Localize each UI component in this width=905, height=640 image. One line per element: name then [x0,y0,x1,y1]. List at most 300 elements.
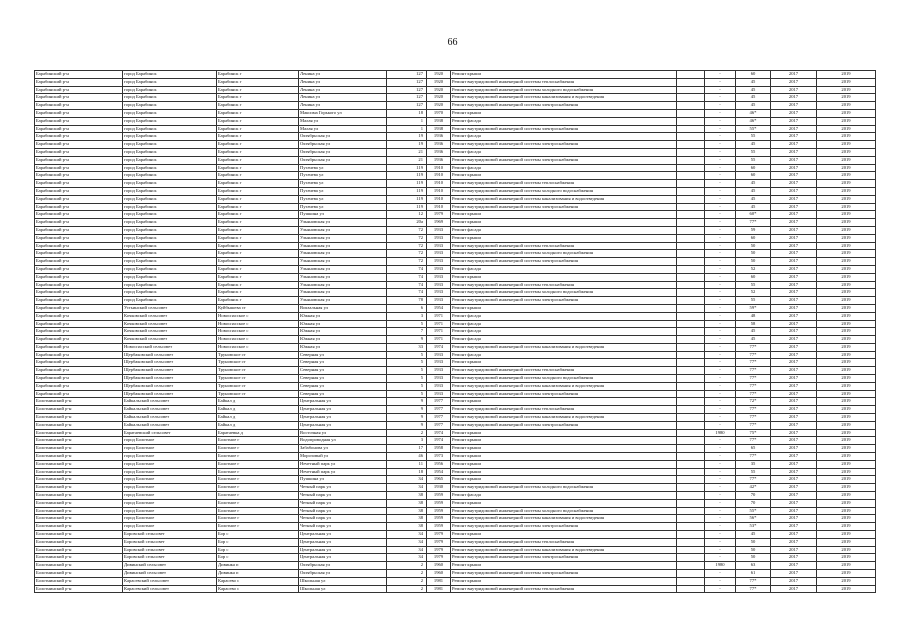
cell-year-built: 1936 [427,133,451,141]
table-row [35,102,876,110]
cell-municipality: Боровской сельсовет [123,546,217,554]
cell-end-year: 2019 [817,421,876,429]
cell-start-year: 2017 [771,468,817,476]
cell-start-year: 2017 [771,195,817,203]
cell-start-year: 2017 [771,421,817,429]
cell-end-year: 2019 [817,109,876,117]
cell-street: Октябрьская ул [299,562,387,570]
cell-start-year: 2017 [771,102,817,110]
cell-start-year: 2017 [771,125,817,133]
cell-prior-repair-year: - [705,86,736,94]
cell-work-type: Ремонт крыши [451,273,677,281]
cell-municipality: Боровской сельсовет [123,554,217,562]
cell-street: Ульяновская ул [299,234,387,242]
cell-wear-percent: 56* [736,515,771,523]
cell-settlement: Барабинск г [217,180,299,188]
repair-program-table [34,70,876,593]
cell-district: Барабинский р-н [35,187,123,195]
table-row [35,343,876,351]
cell-municipality: Кочковский сельсовет [123,328,217,336]
cell-municipality: город Барабинск [123,86,217,94]
cell-street: Центральная ул [299,531,387,539]
cell-year-built: 1959 [427,523,451,531]
cell-start-year: 2017 [771,312,817,320]
cell-house-number: 74 [387,281,427,289]
cell-year-built: 1959 [427,515,451,523]
cell-district: Барабинский р-н [35,312,123,320]
table-row [35,117,876,125]
cell-prior-repair-year: - [705,421,736,429]
cell-prior-repair-year: - [705,390,736,398]
cell-work-type: Ремонт крыши [451,476,677,484]
cell-municipality: город Барабинск [123,219,217,227]
cell-year-built: 1933 [427,258,451,266]
cell-end-year: 2019 [817,117,876,125]
table-row [35,460,876,468]
cell-street: Южная ул [299,343,387,351]
cell-start-year: 2017 [771,429,817,437]
cell-wear-percent: 42* [736,484,771,492]
cell-municipality: город Барабинск [123,258,217,266]
cell-year-built: 1933 [427,250,451,258]
cell-start-year: 2017 [771,242,817,250]
cell-municipality: город Барабинск [123,265,217,273]
table-row [35,359,876,367]
cell-year-built: 1933 [427,226,451,234]
cell-municipality: Щербаковский сельсовет [123,351,217,359]
cell-work-type: Ремонт внутридомовой инженерной системы канализования и водоотведения [451,382,677,390]
cell-prior-repair-year: - [705,226,736,234]
cell-prior-repair-year: - [705,546,736,554]
cell-settlement: Карасево с [217,585,299,593]
table-row [35,156,876,164]
cell-wear-percent: 45 [736,336,771,344]
cell-house-number: 46 [387,453,427,461]
cell-work-type: Ремонт фасада [451,328,677,336]
cell-year-built: 1979 [427,211,451,219]
cell-spacer [677,460,705,468]
cell-spacer [677,390,705,398]
table-row [35,328,876,336]
cell-prior-repair-year: - [705,499,736,507]
cell-work-type: Ремонт фасада [451,351,677,359]
cell-end-year: 2019 [817,336,876,344]
cell-year-built: 1959 [427,492,451,500]
cell-start-year: 2017 [771,141,817,149]
cell-spacer [677,515,705,523]
cell-settlement: Барабинск г [217,133,299,141]
cell-wear-percent: 60 [736,172,771,180]
table-row [35,133,876,141]
cell-spacer [677,219,705,227]
cell-prior-repair-year: - [705,476,736,484]
cell-work-type: Ремонт крыши [451,577,677,585]
cell-settlement: Бор с [217,538,299,546]
cell-year-built: 1959 [427,499,451,507]
cell-wear-percent: 77* [736,453,771,461]
cell-street: Четный парк ул [299,515,387,523]
cell-street: Северная ул [299,390,387,398]
page-number: 66 [447,37,458,48]
cell-municipality: город Барабинск [123,297,217,305]
cell-municipality: Карасевский сельсовет [123,577,217,585]
cell-settlement: Барабинск г [217,148,299,156]
cell-house-number: 34 [387,538,427,546]
cell-work-type: Ремонт внутридомовой инженерной системы электроснабжения [451,297,677,305]
cell-prior-repair-year: - [705,102,736,110]
cell-end-year: 2019 [817,429,876,437]
cell-municipality: город Барабинск [123,281,217,289]
cell-street: Пугачева ул [299,180,387,188]
cell-work-type: Ремонт внутридомовой инженерной системы теплоснабжения [451,180,677,188]
cell-start-year: 2017 [771,172,817,180]
cell-year-built: 1933 [427,297,451,305]
cell-house-number: 38 [387,515,427,523]
cell-prior-repair-year: - [705,538,736,546]
cell-end-year: 2019 [817,320,876,328]
table-row [35,320,876,328]
cell-prior-repair-year: - [705,234,736,242]
cell-wear-percent: 55* [736,507,771,515]
cell-settlement: Барабинск г [217,211,299,219]
cell-work-type: Ремонт фасада [451,148,677,156]
cell-wear-percent: 75* [736,429,771,437]
cell-street: Ленина ул [299,78,387,86]
cell-end-year: 2019 [817,351,876,359]
table-row [35,515,876,523]
cell-year-built: 1936 [427,156,451,164]
cell-year-built: 1979 [427,546,451,554]
cell-district: Болотнинский р-н [35,562,123,570]
cell-street: Ульяновская ул [299,226,387,234]
cell-prior-repair-year: - [705,117,736,125]
cell-municipality: город Барабинск [123,172,217,180]
cell-street: Центральная ул [299,538,387,546]
cell-work-type: Ремонт фасада [451,164,677,172]
cell-wear-percent: 45 [736,141,771,149]
cell-prior-repair-year: - [705,351,736,359]
cell-settlement: Барабинск г [217,109,299,117]
cell-settlement: Барабинск г [217,219,299,227]
cell-settlement: Барабинск г [217,195,299,203]
cell-end-year: 2019 [817,375,876,383]
cell-prior-repair-year: 1980 [705,562,736,570]
cell-settlement: Барабинск г [217,156,299,164]
cell-municipality: Кочковский сельсовет [123,320,217,328]
cell-prior-repair-year: - [705,414,736,422]
cell-year-built: 1974 [427,437,451,445]
cell-house-number: 34 [387,476,427,484]
cell-wear-percent: 55* [736,125,771,133]
cell-district: Болотнинский р-н [35,577,123,585]
cell-municipality: город Барабинск [123,234,217,242]
cell-work-type: Ремонт внутридомовой инженерной системы канализования и водоотведения [451,195,677,203]
cell-street: Южная ул [299,336,387,344]
cell-settlement: Болотное г [217,468,299,476]
cell-municipality: город Болотное [123,476,217,484]
cell-year-built: 1933 [427,242,451,250]
cell-settlement: Байкал д [217,414,299,422]
table-row [35,297,876,305]
cell-district: Болотнинский р-н [35,398,123,406]
cell-wear-percent: 77* [736,406,771,414]
cell-district: Барабинский р-н [35,219,123,227]
cell-spacer [677,453,705,461]
cell-prior-repair-year: - [705,523,736,531]
cell-district: Барабинский р-н [35,141,123,149]
cell-end-year: 2019 [817,328,876,336]
cell-work-type: Ремонт внутридомовой инженерной системы канализования и водоотведения [451,414,677,422]
cell-street: Пугачева ул [299,187,387,195]
cell-street: Малая ул [299,125,387,133]
cell-spacer [677,375,705,383]
cell-municipality: город Болотное [123,515,217,523]
cell-year-built: 1910 [427,187,451,195]
cell-year-built: 1936 [427,148,451,156]
cell-end-year: 2019 [817,242,876,250]
cell-house-number: 20а [387,219,427,227]
cell-district: Барабинский р-н [35,94,123,102]
cell-district: Барабинский р-н [35,78,123,86]
cell-district: Барабинский р-н [35,172,123,180]
cell-district: Болотнинский р-н [35,445,123,453]
cell-municipality: Щербаковский сельсовет [123,375,217,383]
cell-settlement: Барабинск г [217,242,299,250]
cell-settlement: Болотное г [217,460,299,468]
cell-year-built: 1977 [427,421,451,429]
cell-spacer [677,414,705,422]
table-row [35,125,876,133]
cell-work-type: Ремонт внутридомовой инженерной системы канализования и водоотведения [451,546,677,554]
table-row [35,226,876,234]
cell-street: Вокзальная ул [299,304,387,312]
cell-wear-percent: 70 [736,499,771,507]
cell-wear-percent: 52 [736,265,771,273]
cell-wear-percent: 58 [736,320,771,328]
cell-work-type: Ремонт фасада [451,492,677,500]
table-row [35,289,876,297]
cell-start-year: 2017 [771,406,817,414]
cell-municipality: Щербаковский сельсовет [123,359,217,367]
cell-spacer [677,102,705,110]
cell-prior-repair-year: - [705,320,736,328]
cell-start-year: 2017 [771,281,817,289]
cell-wear-percent: 77* [736,414,771,422]
cell-prior-repair-year: - [705,585,736,593]
cell-district: Барабинский р-н [35,133,123,141]
cell-settlement: Болотное г [217,484,299,492]
cell-district: Барабинский р-н [35,367,123,375]
cell-municipality: город Барабинск [123,242,217,250]
cell-wear-percent: 59* [736,304,771,312]
cell-wear-percent: 63 [736,562,771,570]
cell-street: Четный парк ул [299,523,387,531]
cell-end-year: 2019 [817,398,876,406]
cell-district: Барабинский р-н [35,109,123,117]
cell-prior-repair-year: - [705,219,736,227]
cell-house-number: 74 [387,265,427,273]
table-row [35,554,876,562]
cell-house-number: 9 [387,398,427,406]
cell-municipality: город Болотное [123,484,217,492]
cell-work-type: Ремонт внутридомовой инженерной системы электроснабжения [451,523,677,531]
cell-settlement: Барабинск г [217,117,299,125]
cell-municipality: город Барабинск [123,125,217,133]
cell-year-built: 1979 [427,531,451,539]
cell-district: Барабинский р-н [35,281,123,289]
cell-municipality: город Барабинск [123,203,217,211]
cell-year-built: 1910 [427,172,451,180]
cell-start-year: 2017 [771,71,817,79]
cell-house-number: 78 [387,297,427,305]
cell-work-type: Ремонт внутридомовой инженерной системы электроснабжения [451,141,677,149]
cell-house-number: 74 [387,289,427,297]
cell-end-year: 2019 [817,445,876,453]
cell-year-built: 1910 [427,180,451,188]
cell-settlement: Барабинск г [217,187,299,195]
cell-wear-percent: 60 [736,71,771,79]
table-row [35,375,876,383]
cell-wear-percent: 60 [736,164,771,172]
cell-street: Пугачева ул [299,195,387,203]
cell-prior-repair-year: - [705,242,736,250]
cell-municipality: город Барабинск [123,273,217,281]
cell-district: Барабинский р-н [35,265,123,273]
table-row [35,507,876,515]
cell-municipality: Байкальский сельсовет [123,406,217,414]
cell-start-year: 2017 [771,226,817,234]
cell-district: Барабинский р-н [35,328,123,336]
cell-district: Болотнинский р-н [35,492,123,500]
cell-house-number: 5 [387,320,427,328]
cell-municipality: город Барабинск [123,94,217,102]
cell-wear-percent: 50 [736,242,771,250]
table-row [35,195,876,203]
cell-settlement: Дивинка п [217,562,299,570]
cell-municipality: Новоспасский сельсовет [123,343,217,351]
cell-prior-repair-year: - [705,468,736,476]
cell-house-number: 9 [387,421,427,429]
cell-settlement: Барабинск г [217,102,299,110]
table-row [35,484,876,492]
cell-prior-repair-year: - [705,328,736,336]
cell-start-year: 2017 [771,492,817,500]
cell-street: Южная ул [299,328,387,336]
cell-house-number: 12 [387,211,427,219]
cell-settlement: Болотное г [217,492,299,500]
cell-year-built: 1973 [427,453,451,461]
cell-year-built: 1979 [427,538,451,546]
cell-work-type: Ремонт фасада [451,226,677,234]
cell-year-built: 1971 [427,320,451,328]
cell-house-number: 21 [387,156,427,164]
cell-work-type: Ремонт внутридомовой инженерной системы электроснабжения [451,554,677,562]
cell-end-year: 2019 [817,281,876,289]
cell-house-number: 72 [387,226,427,234]
cell-street: Октябрьская ул [299,133,387,141]
cell-end-year: 2019 [817,585,876,593]
cell-house-number: 2 [387,570,427,578]
table-row [35,219,876,227]
cell-spacer [677,562,705,570]
cell-street: Ульяновская ул [299,250,387,258]
cell-end-year: 2019 [817,133,876,141]
table-row [35,234,876,242]
cell-district: Барабинский р-н [35,375,123,383]
cell-house-number: 119 [387,203,427,211]
cell-prior-repair-year: - [705,343,736,351]
cell-municipality: город Болотное [123,523,217,531]
cell-start-year: 2017 [771,187,817,195]
cell-district: Барабинский р-н [35,203,123,211]
cell-work-type: Ремонт внутридомовой инженерной системы электроснабжения [451,203,677,211]
cell-street: Южная ул [299,320,387,328]
cell-year-built: 1960 [427,570,451,578]
table-row [35,78,876,86]
cell-end-year: 2019 [817,414,876,422]
cell-district: Барабинский р-н [35,195,123,203]
cell-street: Восточная ул [299,429,387,437]
cell-settlement: Болотное г [217,476,299,484]
cell-start-year: 2017 [771,250,817,258]
cell-end-year: 2019 [817,359,876,367]
cell-street: Северная ул [299,359,387,367]
cell-work-type: Ремонт фасада [451,336,677,344]
cell-end-year: 2019 [817,273,876,281]
cell-spacer [677,172,705,180]
cell-municipality: Щербаковский сельсовет [123,367,217,375]
cell-municipality: город Болотное [123,492,217,500]
cell-street: Четный парк ул [299,499,387,507]
cell-house-number: 3 [387,437,427,445]
cell-municipality: Кочковский сельсовет [123,312,217,320]
cell-municipality: Дивинский сельсовет [123,562,217,570]
cell-municipality: город Барабинск [123,156,217,164]
cell-end-year: 2019 [817,195,876,203]
cell-end-year: 2019 [817,71,876,79]
cell-municipality: город Барабинск [123,180,217,188]
cell-year-built: 1971 [427,312,451,320]
cell-start-year: 2017 [771,203,817,211]
table-row [35,141,876,149]
cell-wear-percent: 45 [736,180,771,188]
table-row [35,109,876,117]
cell-district: Барабинский р-н [35,351,123,359]
cell-house-number: 5 [387,375,427,383]
table-row [35,273,876,281]
cell-start-year: 2017 [771,148,817,156]
cell-end-year: 2019 [817,468,876,476]
cell-end-year: 2019 [817,289,876,297]
cell-work-type: Ремонт крыши [451,460,677,468]
cell-prior-repair-year: - [705,398,736,406]
cell-wear-percent: 77* [736,585,771,593]
cell-work-type: Ремонт внутридомовой инженерной системы теплоснабжения [451,585,677,593]
cell-end-year: 2019 [817,507,876,515]
cell-year-built: 1974 [427,343,451,351]
cell-municipality: город Барабинск [123,211,217,219]
cell-wear-percent: 60 [736,234,771,242]
cell-wear-percent: 77* [736,359,771,367]
cell-spacer [677,406,705,414]
cell-spacer [677,86,705,94]
cell-end-year: 2019 [817,312,876,320]
cell-settlement: Барабинск г [217,94,299,102]
cell-year-built: 1910 [427,164,451,172]
cell-house-number: 119 [387,164,427,172]
cell-municipality: город Болотное [123,499,217,507]
cell-spacer [677,476,705,484]
